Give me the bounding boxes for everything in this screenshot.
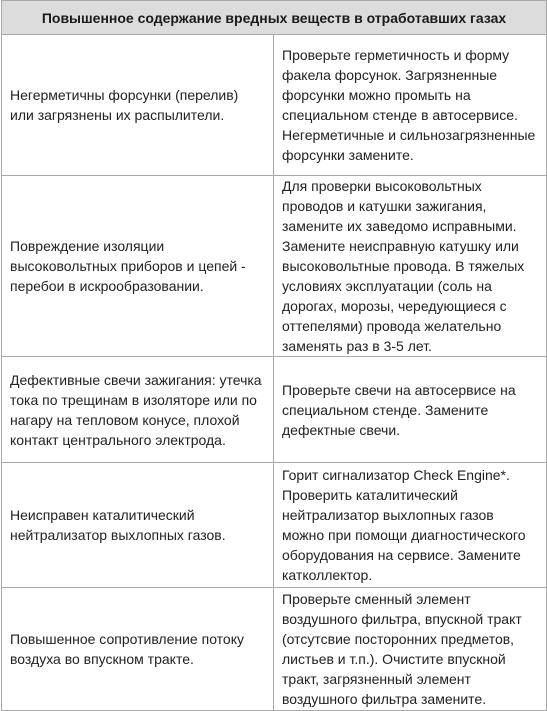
cause-cell	[2, 463, 274, 588]
cause-text: Дефективные свечи зажигания: утечка тока по трещинам в изоляторе или по нагару на тепловом конусе, плохой контакт центрального электрода.	[10, 371, 262, 448]
remedy-text: Проверьте свечи на автосервисе на специальном стенде. Замените дефектные свечи.	[282, 381, 516, 438]
remedy-cell	[274, 35, 547, 176]
table-row	[2, 357, 547, 463]
table-row	[2, 463, 547, 588]
remedy-text: Горит сигнализатор Check Engine*. Проверить каталитический нейтрализатор выхлопных газов можно при помощи диагностического оборудования на сервисе. Замените катколлектор.	[282, 467, 526, 583]
cause-text: Негерметичны форсунки (перелив) или загрязнены их распылители.	[10, 87, 239, 123]
table-row	[2, 35, 547, 176]
table-header-row	[2, 1, 547, 35]
table-row	[2, 176, 547, 357]
cause-text: Повреждение изоляции высоковольтных приборов и цепей - перебои в искрообразовании.	[10, 238, 246, 294]
remedy-cell	[274, 357, 547, 463]
cause-cell	[2, 588, 274, 711]
remedy-text: Проверьте герметичность и форму факела форсунок. Загрязненные форсунки можно промыть на специальном стенде в автосервисе. Негерметичные и сильнозагрязненные форсунки замените.	[282, 47, 536, 163]
remedy-text: Проверьте сменный элемент воздушного фильтра, впускной тракт (отсутсвие посторонних предметов, листьев и т.п.). Очистите впускной тракт, загрязненный элемент воздушного фильтра замените.	[282, 591, 522, 707]
table-title: Повышенное содержание вредных веществ в отработавших газах	[2, 1, 547, 35]
cause-cell	[2, 176, 274, 357]
cause-text: Неисправен каталитический нейтрализатор выхлопных газов.	[10, 507, 226, 543]
fault-table-container	[1, 0, 546, 711]
fault-table	[1, 0, 547, 711]
cause-text: Повышенное сопротивление потоку воздуха во впускном тракте.	[10, 631, 244, 667]
remedy-cell	[274, 463, 547, 588]
remedy-cell	[274, 588, 547, 711]
remedy-text: Для проверки высоковольтных проводов и катушки зажигания, замените их заведомо исправными. Замените неисправную катушку или высоковольтные провода. В тяжелых условиях эксплуатации (соль на дорогах, морозы, чередующиеся с оттепелями) провода желательно заменять раз в 3-5 лет.	[282, 178, 525, 354]
table-row	[2, 588, 547, 711]
cause-cell	[2, 357, 274, 463]
cause-cell	[2, 35, 274, 176]
remedy-cell	[274, 176, 547, 357]
